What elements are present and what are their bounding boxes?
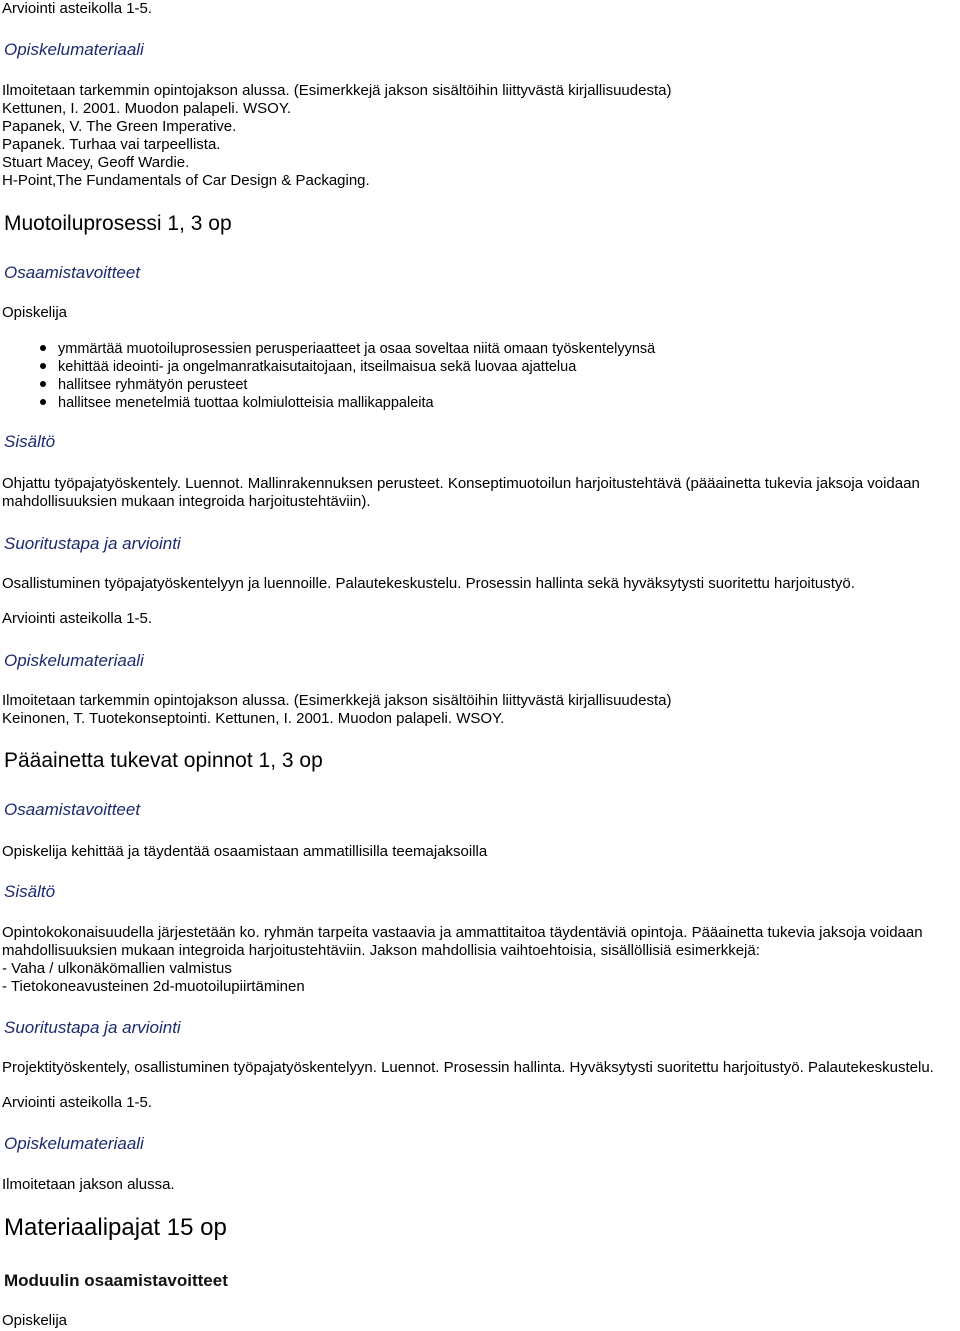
- student-label: Opiskelija: [2, 304, 68, 321]
- materials-line: Ilmoitetaan tarkemmin opintojakson alussa. (Esimerkkejä jakson sisältöihin liittyvästä kirjallisuudesta): [2, 692, 672, 709]
- content-line: - Vaha / ulkonäkömallien valmistus: [2, 960, 232, 977]
- learning-outcomes-list: [40, 340, 655, 412]
- content-heading: Sisältö: [4, 432, 56, 451]
- module-title: Materiaalipajat 15 op: [4, 1214, 227, 1241]
- materials-heading: Opiskelumateriaali: [4, 1134, 144, 1153]
- materials-text: Ilmoitetaan jakson alussa.: [2, 1176, 175, 1193]
- content-heading: Sisältö: [4, 882, 56, 901]
- course-title: Muotoiluprosessi 1, 3 op: [4, 212, 232, 235]
- materials-line: Ilmoitetaan tarkemmin opintojakson alussa. (Esimerkkejä jakson sisältöihin liittyvästä kirjallisuudesta): [2, 82, 672, 99]
- course-title: Pääainetta tukevat opinnot 1, 3 op: [4, 749, 323, 772]
- content-line: Opintokokonaisuudella järjestetään ko. ryhmän tarpeita vastaavia ja ammattitaitoa täydentäviä opintoja. Pääainetta tukevia jaksoja voidaan: [2, 924, 923, 941]
- materials-line: Papanek. Turhaa vai tarpeellista.: [2, 136, 221, 153]
- materials-heading: Opiskelumateriaali: [4, 651, 144, 670]
- assessment-heading: Suoritustapa ja arviointi: [4, 1018, 181, 1037]
- list-item: kehittää ideointi- ja ongelmanratkaisutaitojaan, itseilmaisua sekä luovaa ajattelua: [40, 358, 655, 376]
- list-item: ymmärtää muotoiluprosessien perusperiaatteet ja osaa soveltaa niitä omaan työskentelyynsä: [40, 340, 655, 358]
- content-line: - Tietokoneavusteinen 2d-muotoilupiirtäminen: [2, 978, 305, 995]
- student-label: Opiskelija: [2, 1312, 68, 1329]
- content-line: Ohjattu työpajatyöskentely. Luennot. Mallinrakennuksen perusteet. Konseptimuotoilun harjoitustehtävä (pääainetta tukevia jaksoja voidaan: [2, 475, 920, 492]
- materials-line: H-Point,The Fundamentals of Car Design & Packaging.: [2, 172, 370, 189]
- list-item: hallitsee ryhmätyön perusteet: [40, 376, 655, 394]
- materials-line: Kettunen, I. 2001. Muodon palapeli. WSOY.: [2, 100, 292, 117]
- content-line: mahdollisuuksien mukaan integroida harjoitustehtäviin. Jakson mahdollisia vaihtoehtoisia, sisällöllisiä esimerkkejä:: [2, 942, 760, 959]
- materials-heading: Opiskelumateriaali: [4, 40, 144, 59]
- grading-text: Arviointi asteikolla 1-5.: [2, 1094, 153, 1111]
- grading-text: Arviointi asteikolla 1-5.: [2, 610, 153, 627]
- materials-line: Papanek, V. The Green Imperative.: [2, 118, 237, 135]
- materials-line: Keinonen, T. Tuotekonseptointi. Kettunen, I. 2001. Muodon palapeli. WSOY.: [2, 710, 505, 727]
- list-item: hallitsee menetelmiä tuottaa kolmiulotteisia mallikappaleita: [40, 394, 655, 412]
- module-outcomes-heading: Moduulin osaamistavoitteet: [4, 1271, 228, 1290]
- learning-outcomes-text: Opiskelija kehittää ja täydentää osaamistaan ammatillisilla teemajaksoilla: [2, 843, 488, 860]
- assessment-text: Projektityöskentely, osallistuminen työpajatyöskentelyyn. Luennot. Prosessin hallinta. Hyväksytysti suoritettu harjoitustyö. Palautekeskustelu.: [2, 1059, 934, 1076]
- assessment-text: Osallistuminen työpajatyöskentelyyn ja luennoille. Palautekeskustelu. Prosessin hallinta sekä hyväksytysti suoritettu harjoitustyö.: [2, 575, 855, 592]
- assessment-heading: Suoritustapa ja arviointi: [4, 534, 181, 553]
- learning-outcomes-heading: Osaamistavoitteet: [4, 263, 141, 282]
- learning-outcomes-heading: Osaamistavoitteet: [4, 800, 141, 819]
- content-line: mahdollisuuksien mukaan integroida harjoitustehtäviin).: [2, 493, 371, 510]
- grading-text: Arviointi asteikolla 1-5.: [2, 0, 153, 17]
- materials-line: Stuart Macey, Geoff Wardie.: [2, 154, 190, 171]
